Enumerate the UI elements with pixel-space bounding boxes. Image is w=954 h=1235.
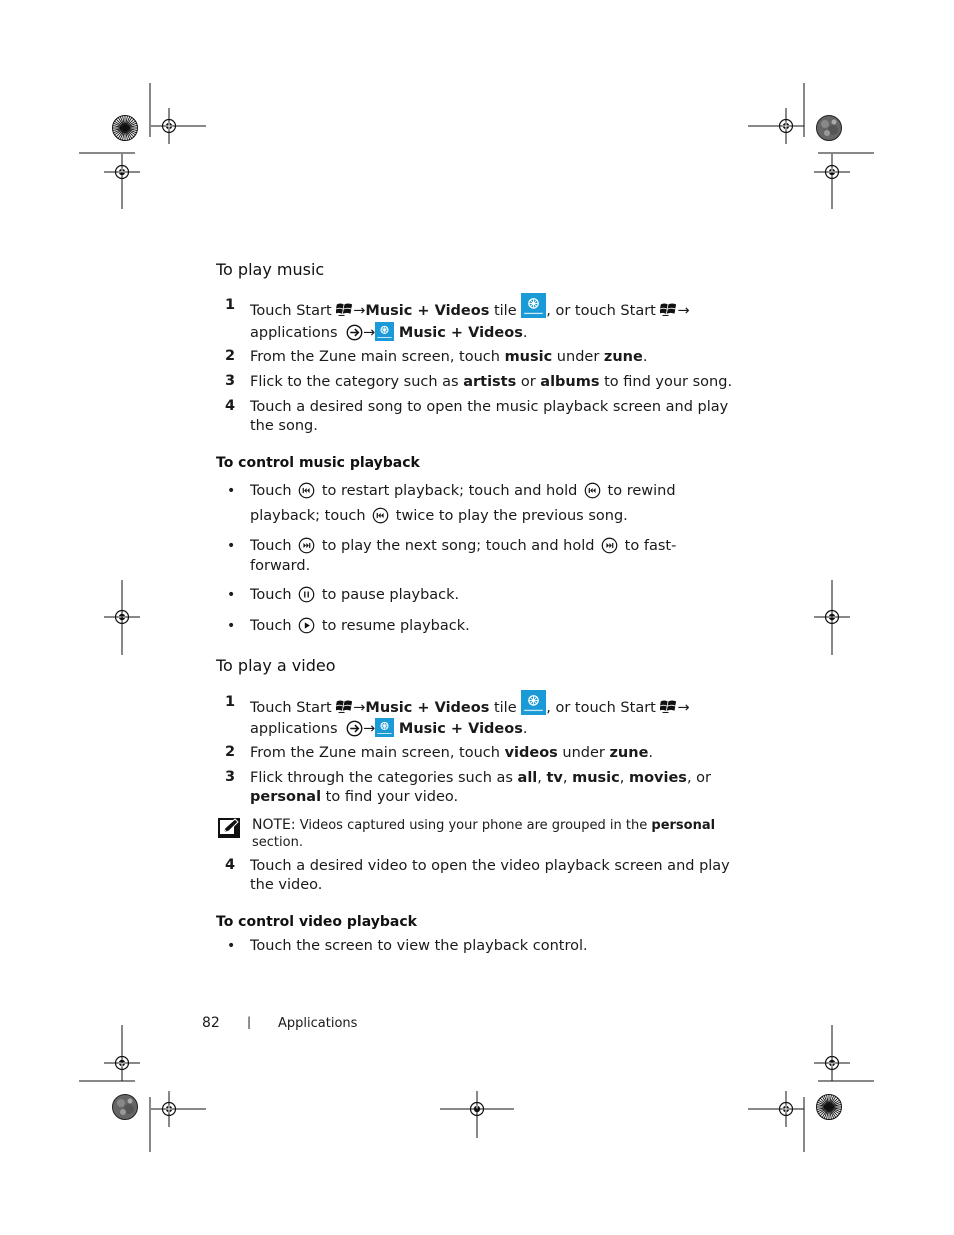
step-3-line-1: Flick through the categories such as all, tv, music, movies, or <box>250 770 711 786</box>
step-3-line-2: personal to find your video. <box>250 789 459 805</box>
step-4-line-1: Touch a desired video to open the video playback screen and play <box>250 858 730 874</box>
subsection-title-control-video: To control video playback <box>216 914 417 930</box>
registration-mark-icon <box>768 1091 804 1127</box>
bullet-1: Touch the screen to view the playback control. <box>250 938 588 954</box>
bullet: • <box>227 587 236 603</box>
bullet: • <box>227 483 236 499</box>
starburst-mark-icon <box>113 116 138 141</box>
bullet-1-line-2: playback; touch twice to play the previous song. <box>250 508 628 524</box>
play-icon <box>298 617 315 634</box>
section-title-play-video: To play a video <box>216 656 336 675</box>
step-number: 2 <box>225 744 236 760</box>
registration-mark-icon <box>151 1091 187 1127</box>
registration-mark-icon <box>768 108 804 144</box>
windows-start-icon <box>336 301 353 318</box>
page-number: 82 <box>202 1015 220 1031</box>
music-videos-tile-icon <box>375 322 394 341</box>
bullet: • <box>227 938 236 954</box>
footer-section-name: Applications <box>278 1016 358 1031</box>
step-2: From the Zune main screen, touch music under zune. <box>250 349 648 365</box>
step-1-line-2: applications → Music + Videos. <box>250 718 527 739</box>
note-pencil-icon <box>218 818 240 838</box>
step-number: 4 <box>225 398 236 414</box>
step-4-line-2: the song. <box>250 418 318 434</box>
step-4-line-2: the video. <box>250 877 323 893</box>
bullet-2-line-1: Touch to play the next song; touch and hold to fast- <box>250 538 677 554</box>
music-videos-tile-icon <box>521 690 546 715</box>
previous-icon <box>298 482 315 499</box>
step-number: 2 <box>225 348 236 364</box>
step-number: 4 <box>225 857 236 873</box>
windows-start-icon <box>660 698 677 715</box>
bullet-3: Touch to pause playback. <box>250 587 460 603</box>
windows-start-icon <box>336 698 353 715</box>
next-icon <box>601 537 618 554</box>
music-videos-tile-icon <box>521 293 546 318</box>
pause-icon <box>298 586 315 603</box>
step-1-line-1: Touch Start →Music + Videos tile , or touch Start → <box>250 690 690 718</box>
step-number: 3 <box>225 769 236 785</box>
bullet: • <box>227 538 236 554</box>
step-2: From the Zune main screen, touch videos under zune. <box>250 745 654 761</box>
gray-disc-mark-icon <box>113 1095 138 1120</box>
windows-start-icon <box>660 301 677 318</box>
step-3: Flick to the category such as artists or albums to find your song. <box>250 374 733 390</box>
footer-separator: | <box>247 1015 252 1029</box>
bullet-4: Touch to resume playback. <box>250 618 470 634</box>
applications-arrow-icon <box>346 324 363 341</box>
step-number: 1 <box>225 694 236 710</box>
step-1-line-1: Touch Start →Music + Videos tile , or touch Start → <box>250 293 690 321</box>
applications-arrow-icon <box>346 720 363 737</box>
starburst-mark-icon <box>817 1095 842 1120</box>
note-line-1: NOTE: Videos captured using your phone are grouped in the personal <box>252 817 716 833</box>
step-4-line-1: Touch a desired song to open the music playback screen and play <box>250 399 729 415</box>
music-videos-tile-icon <box>375 718 394 737</box>
previous-icon <box>372 507 389 524</box>
note-line-2: section. <box>252 835 303 850</box>
step-number: 1 <box>225 297 236 313</box>
bullet-1-line-1: Touch to restart playback; touch and hold to rewind <box>250 483 676 499</box>
bullet: • <box>227 618 236 634</box>
next-icon <box>298 537 315 554</box>
step-number: 3 <box>225 373 236 389</box>
section-title-play-music: To play music <box>216 260 325 279</box>
gray-disc-mark-icon <box>817 116 842 141</box>
step-1-line-2: applications → Music + Videos. <box>250 322 527 343</box>
bullet-2-line-2: forward. <box>250 558 311 574</box>
previous-icon <box>584 482 601 499</box>
subsection-title-control-music: To control music playback <box>216 455 420 471</box>
registration-mark-icon <box>151 108 187 144</box>
